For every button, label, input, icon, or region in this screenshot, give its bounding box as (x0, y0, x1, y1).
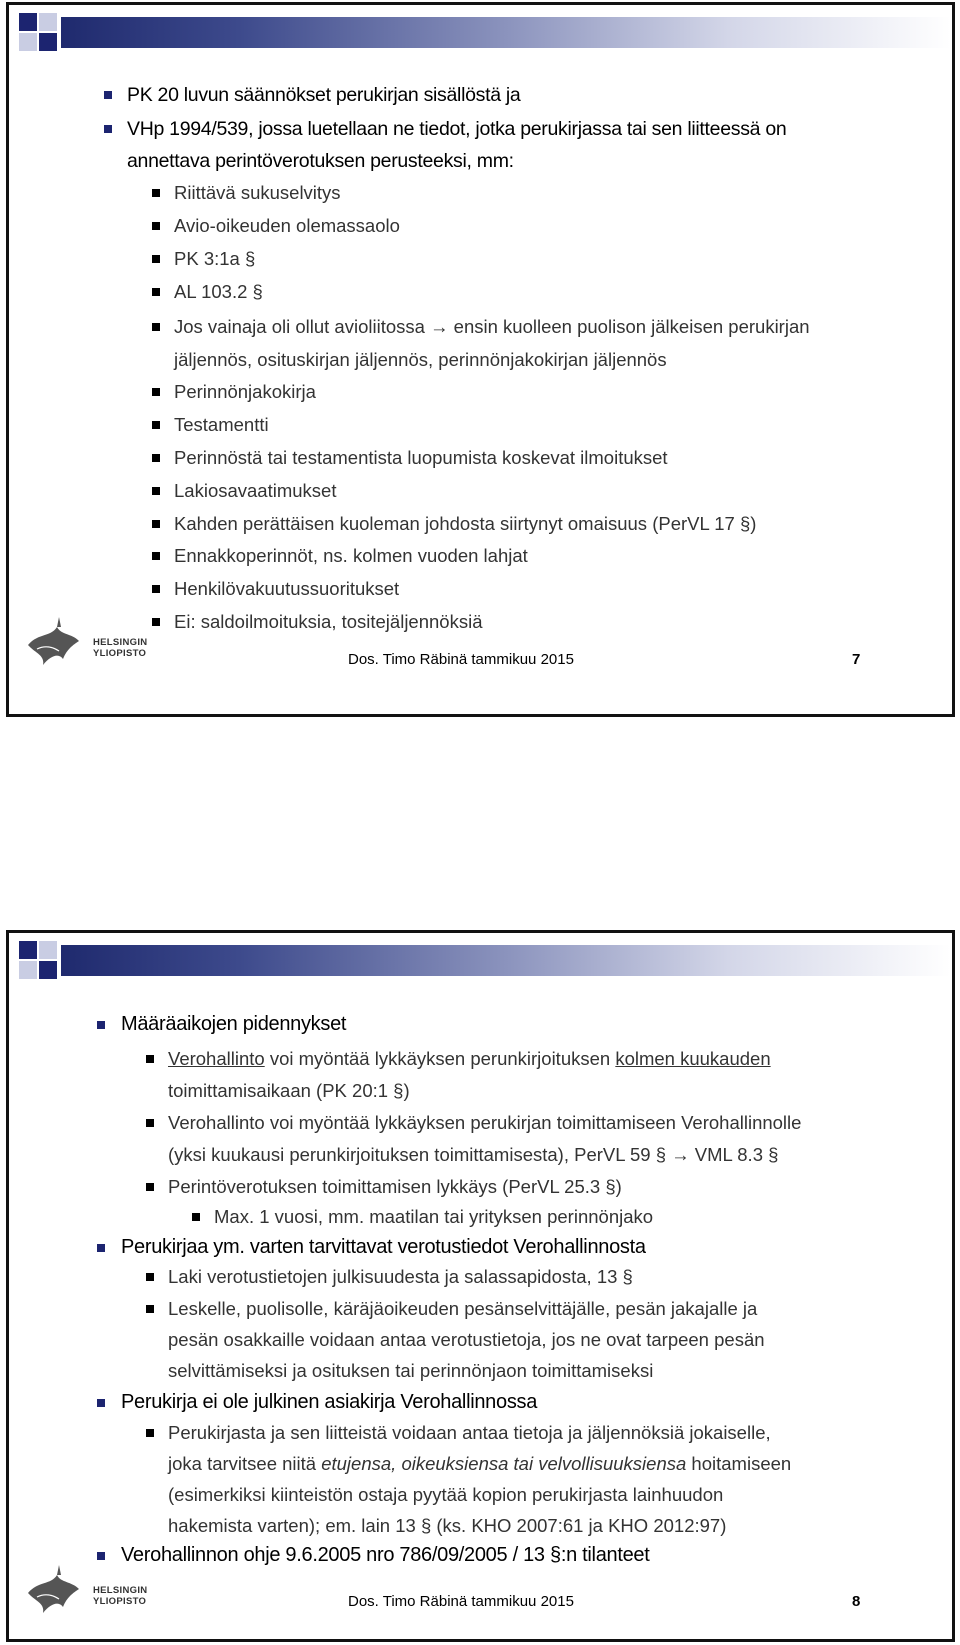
slide-footer: Dos. Timo Räbinä tammikuu 2015 (348, 1593, 574, 1610)
underlined-text: kolmen kuukauden (615, 1048, 771, 1069)
italic-text: etujensa, oikeuksiensa tai velvollisuuksiensa (321, 1453, 687, 1474)
text-span: joka tarvitsee niitä (168, 1453, 322, 1474)
slide-8 (6, 930, 955, 1642)
sub-bullet-text: Verohallinto voi myöntää lykkäyksen perukirjan toimittamiseen Verohallinnolle (168, 1112, 802, 1133)
logo-text: HELSINGIN YLIOPISTO (93, 1585, 148, 1607)
heading-bullet: Perukirjaa ym. varten tarvittavat verotustiedot Verohallinnosta (121, 1236, 646, 1258)
sub-bullet-text: Ei: saldoilmoituksia, tositejäljennöksiä (174, 611, 483, 632)
sub-bullet-text: Testamentti (174, 414, 269, 435)
sub-bullet-text: Leskelle, puolisolle, käräjäoikeuden pesänselvittäjälle, pesän jakajalle ja (168, 1298, 758, 1319)
slide-header-decoration (9, 933, 952, 998)
sub-bullet-text: Lakiosavaatimukset (174, 480, 337, 501)
heading-bullet: Perukirja ei ole julkinen asiakirja Verohallinnossa (121, 1391, 538, 1413)
sub-bullet-text: (esimerkiksi kiinteistön ostaja pyytää kopion perukirjasta lainhuudon (168, 1484, 724, 1505)
sub-sub-bullet-text: Max. 1 vuosi, mm. maatilan tai yrityksen perinnönjako (214, 1206, 654, 1227)
sub-bullet-text: Ennakkoperinnöt, ns. kolmen vuoden lahjat (174, 545, 528, 566)
sub-bullet-text: AL 103.2 § (174, 281, 263, 302)
sub-bullet-text (168, 1447, 791, 1481)
sub-bullet-text: (yksi kuukausi perunkirjoituksen toimittamisesta), PerVL 59 § → VML 8.3 § (168, 1144, 779, 1165)
sub-bullet-text: Riittävä sukuselvitys (174, 182, 341, 203)
sub-bullet-text: Henkilövakuutussuoritukset (174, 578, 400, 599)
sub-bullet-text: Avio-oikeuden olemassaolo (174, 215, 400, 236)
bullet-text: PK 20 luvun säännökset perukirjan sisällöstä ja (127, 84, 521, 106)
text-span: hoitamiseen (686, 1453, 792, 1474)
university-logo (23, 615, 193, 675)
page-number: 7 (852, 651, 861, 668)
sub-bullet-text: selvittämiseksi ja osituksen tai perinnönjaon toimittamiseksi (168, 1360, 654, 1381)
bullet-text: VHp 1994/539, jossa luetellaan ne tiedot, jotka perukirjassa tai sen liitteessä on (127, 118, 787, 140)
heading-bullet: Määräaikojen pidennykset (121, 1013, 347, 1035)
sub-bullet-text: Kahden perättäisen kuoleman johdosta siirtynyt omaisuus (PerVL 17 §) (174, 513, 757, 534)
slide-header-decoration (9, 5, 952, 70)
sub-bullet-text: Jos vainaja oli ollut avioliitossa → ensin kuolleen puolison jälkeisen perukirjan (174, 316, 810, 337)
slide-7 (6, 2, 955, 717)
seal-icon (23, 1563, 93, 1623)
sub-bullet-text: Laki verotustietojen julkisuudesta ja salassapidosta, 13 § (168, 1266, 633, 1287)
sub-bullet-text: pesän osakkaille voidaan antaa verotustietoja, jos ne ovat tarpeen pesän (168, 1329, 765, 1350)
logo-text: HELSINGIN YLIOPISTO (93, 637, 148, 659)
sub-bullet-text: toimittamisaikaan (PK 20:1 §) (168, 1080, 410, 1101)
underlined-text: Verohallinto (168, 1048, 265, 1069)
sub-bullet-text: Perinnönjakokirja (174, 381, 316, 402)
text-span: voi myöntää lykkäyksen perunkirjoituksen (264, 1048, 616, 1069)
sub-bullet-text: Perukirjasta ja sen liitteistä voidaan antaa tietoja ja jäljennöksiä jokaiselle, (168, 1422, 771, 1443)
slide-footer: Dos. Timo Räbinä tammikuu 2015 (348, 651, 574, 668)
sub-bullet-text: hakemista varten); em. lain 13 § (ks. KHO 2007:61 ja KHO 2012:97) (168, 1515, 727, 1536)
sub-bullet-text: Perinnöstä tai testamentista luopumista koskevat ilmoitukset (174, 447, 668, 468)
sub-bullet-text: jäljennös, osituskirjan jäljennös, perinnönjakokirjan jäljennös (174, 349, 667, 370)
heading-bullet: Verohallinnon ohje 9.6.2005 nro 786/09/2005 / 13 §:n tilanteet (121, 1544, 650, 1566)
sub-bullet-text: PK 3:1a § (174, 248, 256, 269)
page-number: 8 (852, 1593, 861, 1610)
university-logo (23, 1563, 193, 1623)
bullet-text: annettava perintöverotuksen perusteeksi, mm: (127, 150, 514, 172)
sub-bullet-text: Perintöverotuksen toimittamisen lykkäys (PerVL 25.3 §) (168, 1176, 622, 1197)
seal-icon (23, 615, 93, 675)
sub-bullet-text (168, 1042, 771, 1076)
